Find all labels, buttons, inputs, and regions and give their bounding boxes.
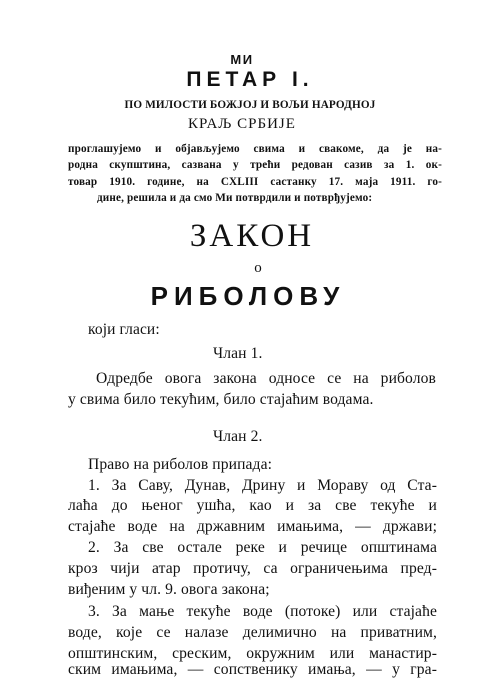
intro-line: који гласи: [88, 321, 160, 338]
article-1-heading: Члан 1. [213, 345, 263, 362]
article-2-line-5: 2. За све остале реке и речице општинама [88, 539, 437, 556]
proclamation-line-1: проглашујемо и објављујемо свима и свакоме, да је на- [68, 143, 442, 155]
article-2-line-4: стајаће воде на државним имањима, — држави; [68, 518, 437, 535]
article-2-line-6: кроз чији атар протичу, са ограничењима пред- [68, 560, 437, 577]
header-we: МИ [230, 52, 254, 67]
king-name: ПЕТАР I. [186, 68, 314, 91]
article-2-line-8: 3. За мање текуће воде (потоке) или стајаће [88, 603, 437, 620]
proclamation-line-3: товар 1910. године, на CXLIII састанку 17. маја 1911. го- [68, 176, 442, 188]
article-2-line-2: 1. За Саву, Дунав, Дрину и Мораву од Ста- [88, 477, 437, 494]
proclamation-line-4: дине, решила и да смо Ми потврдили и потврђујемо: [97, 192, 373, 204]
article-2-line-7: виђеним у чл. 9. овога закона; [68, 581, 270, 598]
article-2-line-11: ским имањима, — сопственику имања, — у гра- [68, 661, 437, 678]
king-title: КРАЉ СРБИЈЕ [188, 116, 296, 132]
article-2-line-1: Право на риболов припада: [88, 456, 273, 473]
article-2-heading: Члан 2. [213, 428, 263, 445]
article-2-line-10: општинским, среским, окружним или манастир- [68, 645, 437, 662]
law-title-o: о [254, 260, 262, 276]
article-2-line-9: воде, које се налазе делимично на приватним, [68, 624, 437, 641]
proclamation-line-2: родна скупштина, сазвана у трећи редован сазив за 1. ок- [68, 159, 442, 171]
article-1-line-2: у свима било текућим, било стајаћим водама. [68, 391, 374, 408]
article-1-line-1: Одредбе овога закона односе се на риболов [96, 370, 436, 387]
law-subject: РИБОЛОВУ [150, 281, 346, 311]
article-2-line-3: лаћа до њеног ушћа, као и за све текуће и [68, 497, 437, 514]
grace-line: ПО МИЛОСТИ БОЖЈОЈ И ВОЉИ НАРОДНОЈ [124, 99, 376, 111]
law-title: ЗАКОН [189, 218, 315, 254]
